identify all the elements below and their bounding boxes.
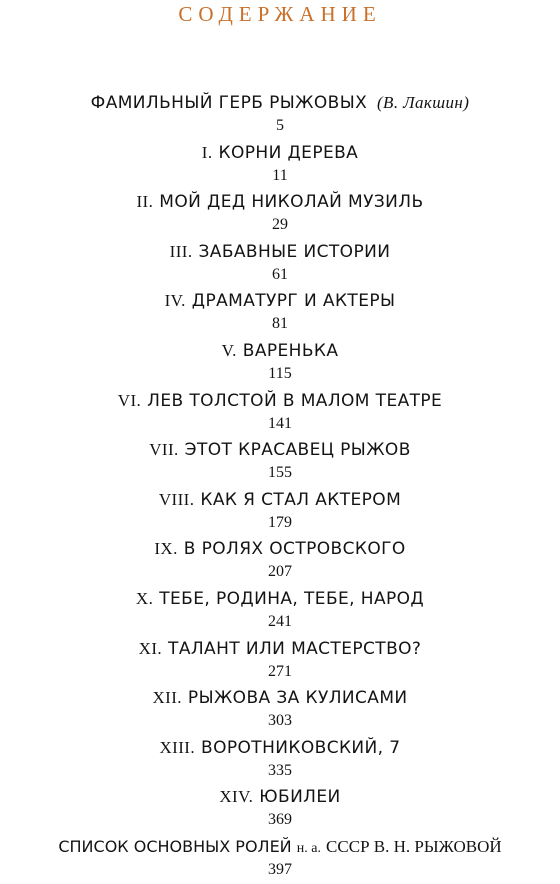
toc-entry-page: 241: [268, 612, 292, 630]
toc-entry-numeral: XII.: [152, 688, 182, 708]
toc-entry-page: 115: [268, 364, 292, 382]
toc-entry-title: [0, 437, 560, 462]
toc-entry-title-text: ЭТОТ КРАСАВЕЦ РЫЖОВ: [184, 440, 411, 461]
toc-entry-title-text: ФАМИЛЬНЫЙ ГЕРБ РЫЖОВЫХ: [90, 93, 368, 113]
toc-entry-title: [0, 834, 560, 859]
toc-entry[interactable]: [0, 784, 560, 834]
toc-entry-title-text: ТЕБЕ, РОДИНА, ТЕБЕ, НАРОД: [159, 588, 425, 609]
toc-entry-numeral: I.: [201, 142, 213, 162]
toc-entry[interactable]: [0, 338, 560, 388]
toc-entry-page: 11: [272, 166, 288, 184]
toc-entry-numeral: XIV.: [219, 787, 254, 807]
toc-entry-title-text: ЛЕВ ТОЛСТОЙ В МАЛОМ ТЕАТРЕ: [147, 390, 443, 411]
toc-heading: СОДЕРЖАНИЕ: [178, 2, 382, 26]
toc-entry-title-text: ДРАМАТУРГ И АКТЕРЫ: [191, 291, 396, 312]
toc-entry[interactable]: [0, 189, 560, 239]
toc-entry[interactable]: [0, 90, 560, 140]
toc-entry-title-text: МОЙ ДЕД НИКОЛАЙ МУЗИЛЬ: [159, 192, 424, 213]
toc-entry-final[interactable]: [0, 834, 560, 884]
toc-entry-author: (В. Лакшин): [376, 93, 470, 112]
toc-entry-title: [0, 685, 560, 710]
toc-entry-title: [0, 288, 560, 313]
toc-entry-page: 179: [268, 513, 292, 531]
toc-entry-page: 271: [268, 662, 292, 680]
toc-entry[interactable]: [0, 586, 560, 636]
toc-entry-honorific: н. а.: [296, 840, 321, 856]
toc-entry[interactable]: [0, 735, 560, 785]
toc-entry[interactable]: [0, 388, 560, 438]
toc-entry-title: [0, 636, 560, 661]
toc-entry-title: [0, 239, 560, 264]
toc-entry[interactable]: [0, 140, 560, 190]
toc-entry-numeral: VII.: [149, 440, 179, 460]
toc-entry-title-text: ТАЛАНТ ИЛИ МАСТЕРСТВО?: [168, 638, 422, 659]
toc-entry-title: [0, 586, 560, 611]
toc-entry-title: [0, 189, 560, 214]
toc-entry-numeral: VI.: [117, 390, 142, 410]
toc-entry-page: 207: [268, 563, 292, 581]
toc-entry-title-text: КОРНИ ДЕРЕВА: [218, 142, 359, 163]
toc-entry-page: 335: [268, 761, 292, 779]
toc-entry-title: [0, 536, 560, 561]
toc-entry-numeral: XIII.: [159, 737, 196, 757]
toc-entry-numeral: X.: [135, 588, 154, 608]
toc-entry-numeral: VIII.: [158, 489, 195, 509]
toc-entry-numeral: IX.: [154, 539, 178, 559]
toc-entry-page: 303: [268, 712, 292, 730]
toc-entry[interactable]: [0, 437, 560, 487]
toc-entry-title-text: КАК Я СТАЛ АКТЕРОМ: [200, 489, 402, 510]
toc-entry-title: [0, 487, 560, 512]
toc-entry-numeral: XI.: [138, 638, 163, 658]
toc-entry-numeral: III.: [169, 241, 193, 261]
toc-entry-page: 141: [268, 414, 292, 432]
toc-entry-title: [0, 735, 560, 760]
toc-entry-title-rest: СССР В. Н. РЫЖОВОЙ: [326, 836, 502, 856]
toc-entry-page: 29: [272, 216, 288, 234]
toc-entry-title-text: ВАРЕНЬКА: [242, 340, 339, 361]
toc-entry[interactable]: [0, 288, 560, 338]
toc-entry-title-text: ЗАБАВНЫЕ ИСТОРИИ: [198, 241, 391, 262]
toc-entry-title: [0, 388, 560, 413]
toc-entry-title-text: СПИСОК ОСНОВНЫХ РОЛЕЙ: [58, 836, 292, 856]
toc-entry-title: [0, 90, 560, 115]
toc-entry-title: [0, 784, 560, 809]
toc-entry[interactable]: [0, 239, 560, 289]
toc-entry-title-text: В РОЛЯХ ОСТРОВСКОГО: [183, 539, 406, 560]
toc-entry[interactable]: [0, 685, 560, 735]
toc-entry-title-text: РЫЖОВА ЗА КУЛИСАМИ: [187, 688, 408, 709]
toc-entry-numeral: IV.: [164, 291, 186, 311]
toc-entry-title: [0, 140, 560, 165]
toc-entry-numeral: II.: [136, 192, 154, 212]
toc-entry[interactable]: [0, 636, 560, 686]
toc-entry-numeral: V.: [221, 340, 237, 360]
toc-entry-title-text: ВОРОТНИКОВСКИЙ, 7: [201, 737, 401, 758]
toc-entry-page: 5: [276, 117, 284, 134]
toc-entry-title-text: ЮБИЛЕИ: [259, 787, 341, 808]
toc-entry-page: 397: [268, 860, 292, 878]
toc-entry-page: 369: [268, 811, 292, 829]
toc-entry-title: [0, 338, 560, 363]
toc-list: [0, 90, 560, 884]
toc-entry-page: 61: [272, 265, 288, 283]
toc-entry-page: 155: [268, 464, 292, 482]
toc-entry[interactable]: [0, 487, 560, 537]
toc-entry-page: 81: [272, 315, 288, 333]
toc-entry[interactable]: [0, 536, 560, 586]
